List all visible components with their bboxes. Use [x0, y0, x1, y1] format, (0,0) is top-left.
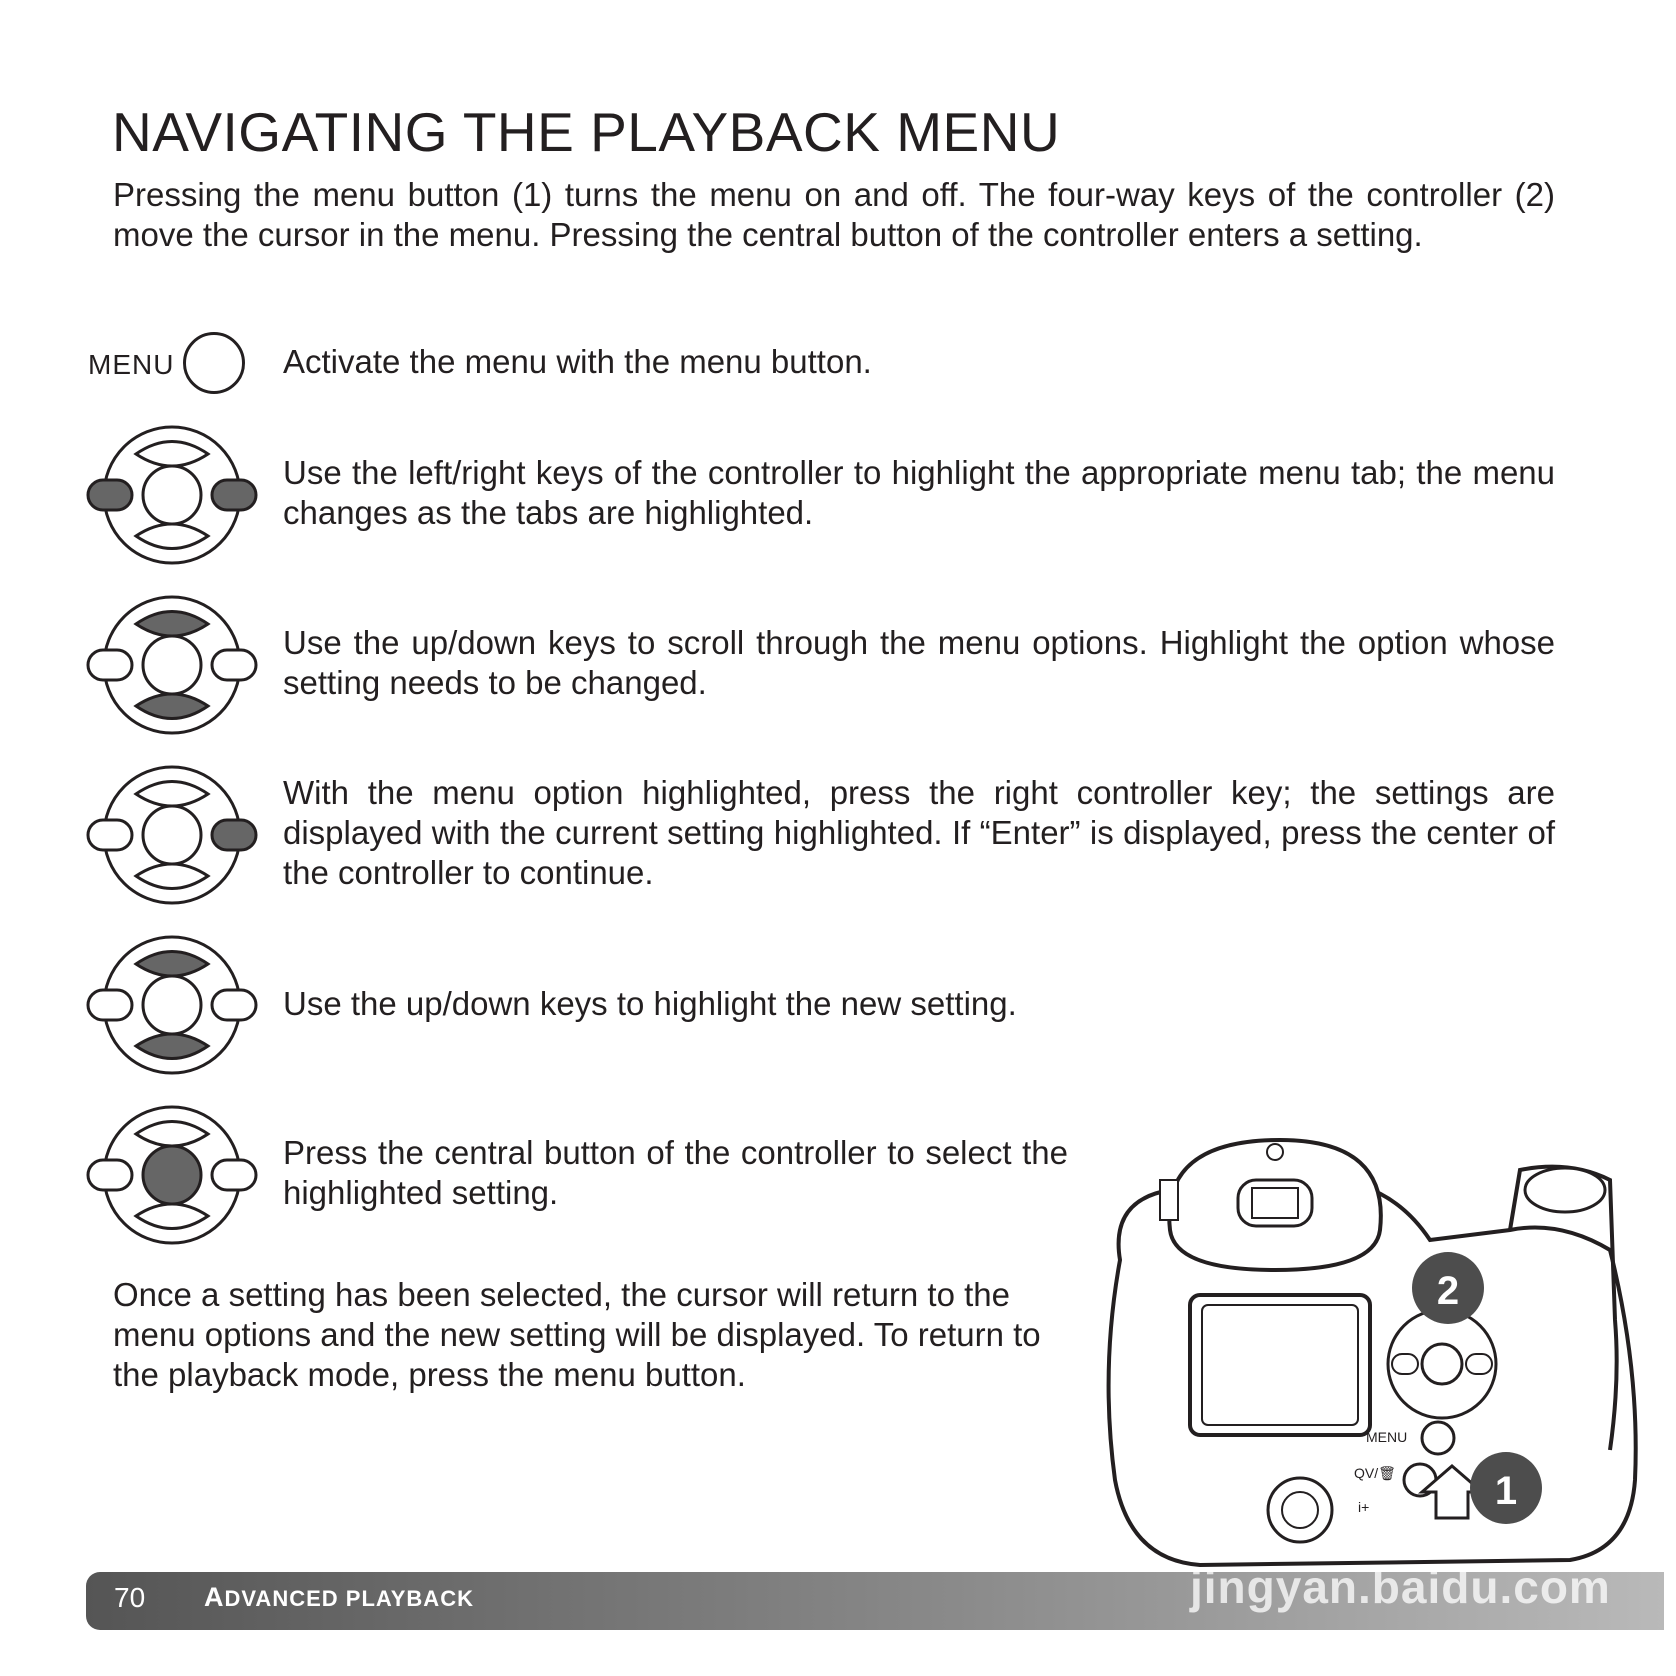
- camera-back-illustration: [1090, 1120, 1650, 1570]
- step-6-text: Press the central button of the controller to select the highlighted setting.: [283, 1134, 1068, 1211]
- callout-1-text: 1: [1494, 1469, 1518, 1513]
- step-1-text: Activate the menu with the menu button.: [283, 343, 872, 380]
- step-4-text: With the menu option highlighted, press the right controller key; the settings are displayed with the current setting highlighted. If “Enter” is displayed, press the center of the controller to continue.: [283, 774, 1555, 891]
- step-2-text: Use the left/right keys of the controller to highlight the appropriate menu tab; the menu changes as the tabs are highlighted.: [283, 454, 1555, 531]
- controller-left-right-icon: [86, 424, 258, 566]
- step-5-text: Use the up/down keys to highlight the new setting.: [283, 985, 1017, 1022]
- outro-paragraph: Once a setting has been selected, the cursor will return to the menu options and the new setting will be displayed. To return to the playback mode, press the menu button.: [113, 1276, 1041, 1393]
- intro-paragraph: Pressing the menu button (1) turns the menu on and off. The four-way keys of the controller (2) move the cursor in the menu. Pressing the central button of the controller enters a setting.: [113, 176, 1555, 253]
- camera-menu-label: MENU: [1366, 1429, 1408, 1445]
- step-3-text: Use the up/down keys to scroll through the menu options. Highlight the option whose setting needs to be changed.: [283, 624, 1555, 701]
- camera-qv-label: QV/🗑: [1354, 1465, 1396, 1481]
- watermark: jingyan.baidu.com: [1190, 1561, 1611, 1613]
- controller-center-icon: [86, 1104, 258, 1246]
- controller-right-icon: [86, 764, 258, 906]
- menu-button-icon: [183, 332, 245, 394]
- controller-up-down-icon: [86, 934, 258, 1076]
- section-title: [204, 1582, 474, 1613]
- camera-info-label: i+: [1358, 1499, 1370, 1515]
- controller-up-down-icon: [86, 594, 258, 736]
- section-initial: A: [204, 1582, 225, 1612]
- callout-2-text: 2: [1436, 1269, 1460, 1313]
- menu-button-label: MENU: [88, 349, 175, 380]
- section-rest: DVANCED PLAYBACK: [224, 1586, 474, 1611]
- page-title: NAVIGATING THE PLAYBACK MENU: [112, 101, 1061, 163]
- page-number: 70: [114, 1582, 146, 1613]
